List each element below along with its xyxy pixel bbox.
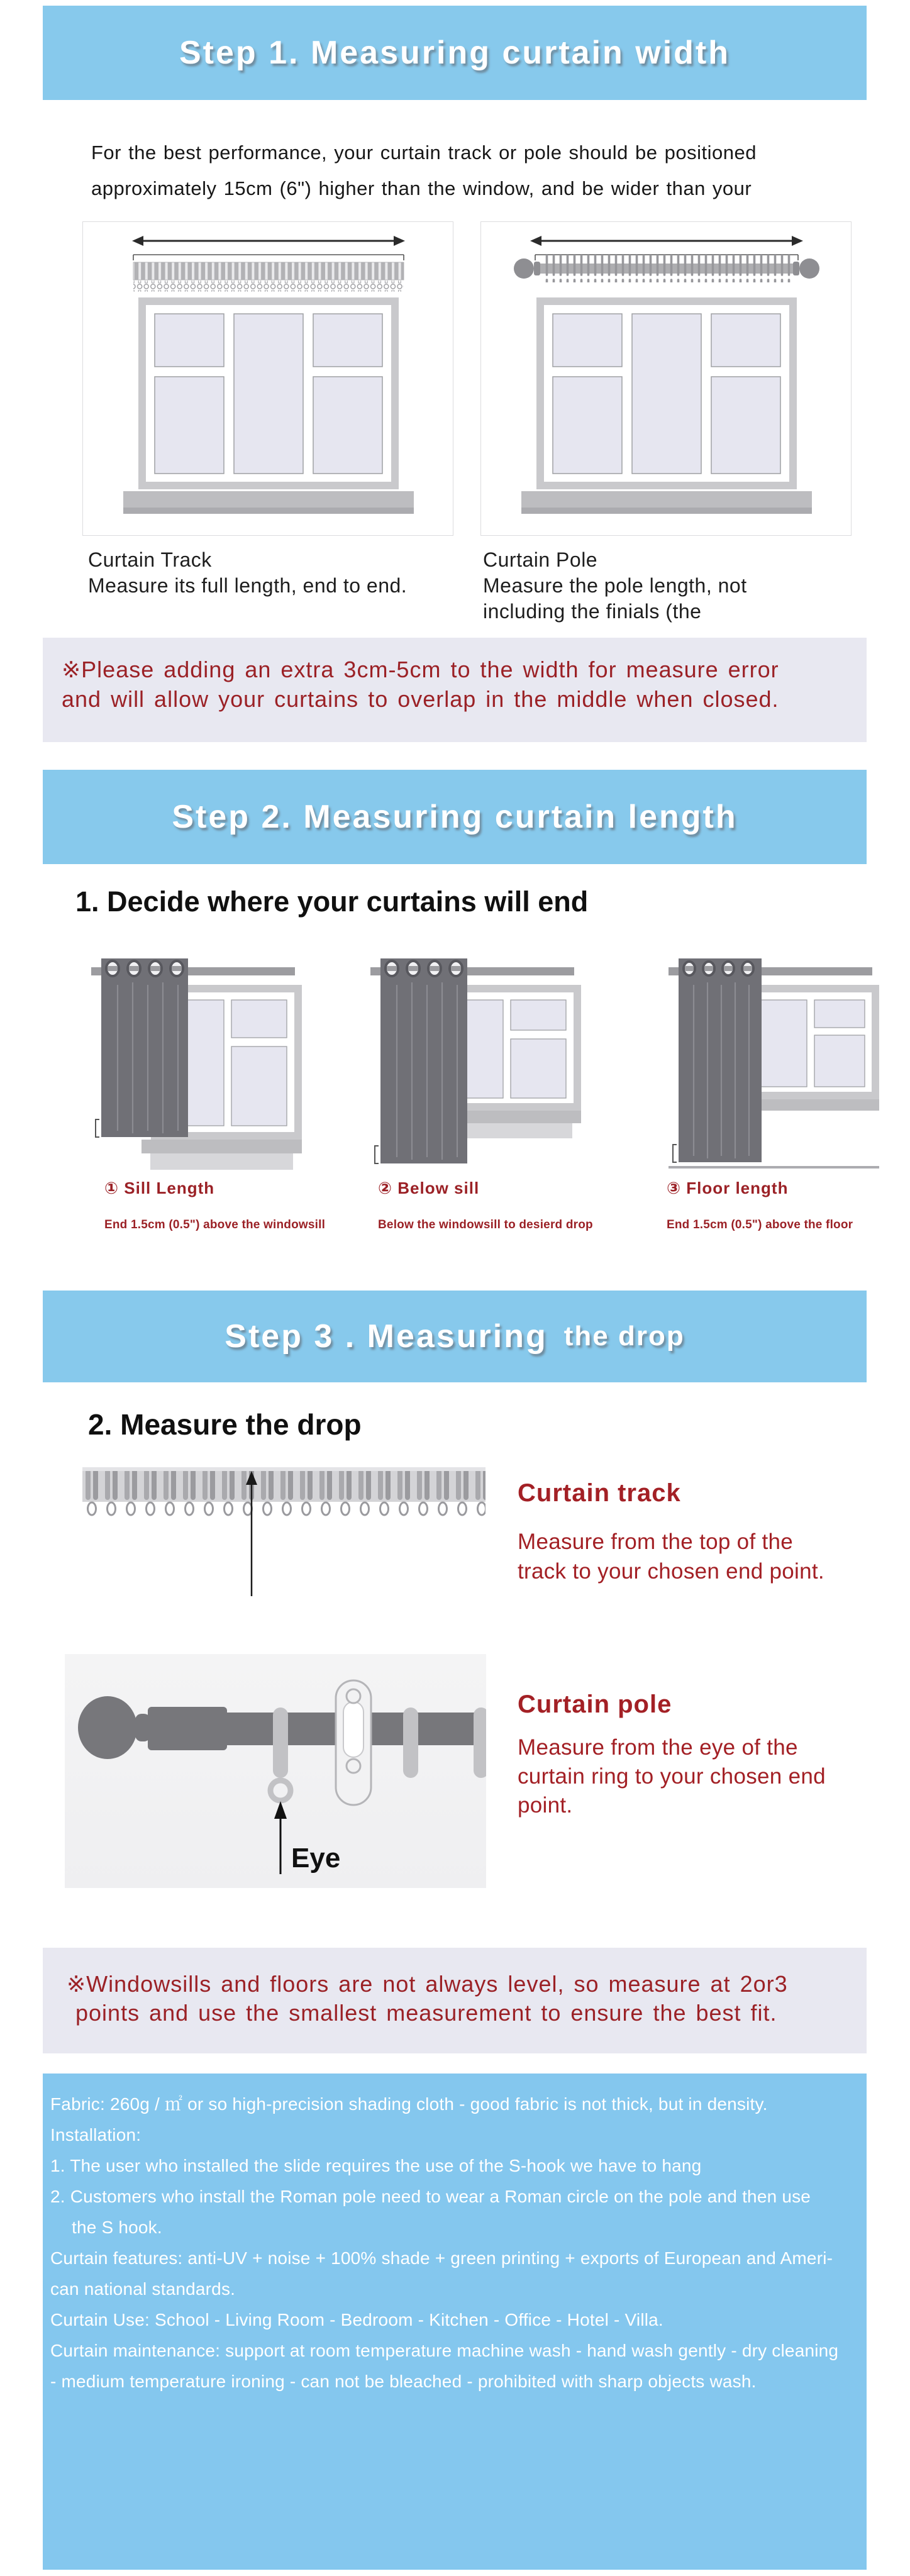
pole-caption-title: Curtain Pole bbox=[483, 548, 598, 571]
drop-track-line: track to your chosen end point. bbox=[518, 1559, 824, 1584]
pole-caption bbox=[483, 547, 747, 625]
drop-pole-line: point. bbox=[518, 1793, 573, 1818]
curtain-pole-graphic bbox=[514, 255, 819, 282]
track-hooks bbox=[88, 1502, 486, 1515]
drop-pole-illustration bbox=[65, 1654, 486, 1888]
info-line-install-1: 1. The user who installed the slide requires the use of the S-hook we have to hang bbox=[50, 2156, 702, 2175]
curtain-graphic bbox=[375, 958, 467, 1163]
option1-desc: End 1.5cm (0.5") above the windowsill bbox=[104, 1218, 326, 1231]
drop-pole-text bbox=[518, 1733, 826, 1820]
info-line-install-2: 2. Customers who install the Roman pole need to wear a Roman circle on the pole and then use bbox=[50, 2187, 811, 2206]
track-caption bbox=[88, 547, 407, 599]
step2-banner bbox=[43, 770, 867, 864]
below-sill-illustration bbox=[370, 955, 581, 1170]
step1-banner-title: Step 1. Measuring curtain width bbox=[179, 35, 730, 71]
step1-intro-line: approximately 15cm (6") higher than the window, and be wider than your bbox=[91, 177, 752, 199]
wall-bracket bbox=[336, 1680, 371, 1805]
option3-caption bbox=[667, 1179, 853, 1232]
option2-title: Below sill bbox=[397, 1179, 480, 1197]
sill-length-diagram bbox=[91, 955, 302, 1173]
step1-banner bbox=[43, 6, 867, 100]
option3-title: Floor length bbox=[686, 1179, 789, 1197]
info-line-fabric: Fabric: 260g / ㎡ or so high-precision shading cloth - good fabric is not thick, but in density. bbox=[50, 2094, 768, 2114]
window-with-pole-diagram bbox=[480, 221, 852, 536]
floor-length-diagram bbox=[669, 955, 879, 1173]
measure-mark bbox=[673, 1145, 677, 1162]
drop-pole-diagram bbox=[65, 1654, 486, 1888]
measure-arrow bbox=[132, 236, 405, 260]
window-track-illustration bbox=[83, 222, 453, 535]
step3-banner bbox=[43, 1291, 867, 1382]
windowsill-graphic bbox=[123, 491, 414, 514]
option1-title: Sill Length bbox=[124, 1179, 215, 1197]
step3-banner-title: Step 3 . Measuring bbox=[225, 1318, 548, 1355]
drop-track-diagram bbox=[82, 1467, 486, 1602]
window-graphic bbox=[138, 297, 399, 489]
sill-length-illustration bbox=[91, 955, 302, 1170]
level-measure-note bbox=[43, 1948, 867, 2053]
info-line-features-2: can national standards. bbox=[50, 2279, 236, 2299]
option3-desc: End 1.5cm (0.5") above the floor bbox=[667, 1218, 853, 1231]
curtain-track-graphic bbox=[133, 262, 404, 292]
track-caption-title: Curtain Track bbox=[88, 548, 212, 571]
option2-number: ② bbox=[378, 1179, 393, 1197]
note-line: points and use the smallest measurement to ensure the best fit. bbox=[75, 2000, 777, 2026]
track-caption-line: Measure its full length, end to end. bbox=[88, 574, 408, 597]
option2-caption bbox=[378, 1179, 593, 1232]
drop-track-label: Curtain track bbox=[518, 1479, 681, 1507]
measure-mark bbox=[96, 1119, 99, 1137]
step3-banner-subtitle: the drop bbox=[563, 1321, 685, 1352]
pole-caption-line: Measure the pole length, not bbox=[483, 574, 747, 597]
note-line: ※Windowsills and floors are not always level, so measure at 2or3 bbox=[67, 1971, 788, 1997]
option1-number: ① bbox=[104, 1179, 119, 1197]
option2-desc: Below the windowsill to desierd drop bbox=[378, 1218, 593, 1231]
width-measure-note bbox=[43, 638, 867, 742]
product-info-box bbox=[43, 2074, 867, 2570]
info-line-maintenance-2: - medium temperature ironing - can not be bleached - prohibited with sharp objects wash. bbox=[50, 2372, 757, 2391]
floor-line bbox=[669, 1166, 879, 1169]
info-line-features: Curtain features: anti-UV + noise + 100% shade + green printing + exports of European and Ameri- bbox=[50, 2248, 833, 2268]
windowsill-graphic bbox=[521, 491, 812, 514]
note-line: and will allow your curtains to overlap in the middle when closed. bbox=[62, 686, 779, 712]
eye-arrow bbox=[274, 1801, 287, 1874]
option3-number: ③ bbox=[667, 1179, 682, 1197]
ring-with-eye bbox=[270, 1707, 291, 1801]
drop-track-text bbox=[518, 1527, 824, 1586]
step1-intro-line: For the best performance, your curtain track or pole should be positioned bbox=[91, 142, 757, 164]
window-with-track-diagram bbox=[82, 221, 453, 536]
curtain-graphic bbox=[673, 958, 762, 1162]
window-graphic bbox=[536, 297, 797, 489]
drop-track-illustration bbox=[82, 1467, 486, 1599]
decide-end-heading: 1. Decide where your curtains will end bbox=[75, 886, 589, 918]
drop-pole-label: Curtain pole bbox=[518, 1690, 672, 1718]
measure-drop-heading: 2. Measure the drop bbox=[88, 1408, 362, 1441]
drop-track-line: Measure from the top of the bbox=[518, 1530, 794, 1554]
step1-intro bbox=[91, 135, 840, 206]
measure-mark bbox=[375, 1146, 379, 1163]
drop-pole-line: Measure from the eye of the bbox=[518, 1735, 798, 1760]
info-line-install-2b: the S hook. bbox=[72, 2218, 162, 2237]
info-line-installation: Installation: bbox=[50, 2125, 141, 2145]
curtain-graphic bbox=[96, 958, 188, 1137]
option1-caption bbox=[104, 1179, 325, 1232]
note-line: ※Please adding an extra 3cm-5cm to the width for measure error bbox=[62, 657, 779, 682]
info-line-use: Curtain Use: School - Living Room - Bedroom - Kitchen - Office - Hotel - Villa. bbox=[50, 2310, 663, 2329]
eye-label: Eye bbox=[291, 1843, 341, 1874]
below-sill-diagram bbox=[370, 955, 581, 1173]
step2-banner-title: Step 2. Measuring curtain length bbox=[172, 799, 738, 835]
pole-caption-line: including the finials (the bbox=[483, 600, 702, 623]
floor-length-illustration bbox=[669, 955, 879, 1170]
drop-pole-line: curtain ring to your chosen end bbox=[518, 1764, 826, 1789]
window-pole-illustration bbox=[481, 222, 851, 535]
info-line-maintenance: Curtain maintenance: support at room temperature machine wash - hand wash gently - dry cleaning bbox=[50, 2341, 839, 2360]
